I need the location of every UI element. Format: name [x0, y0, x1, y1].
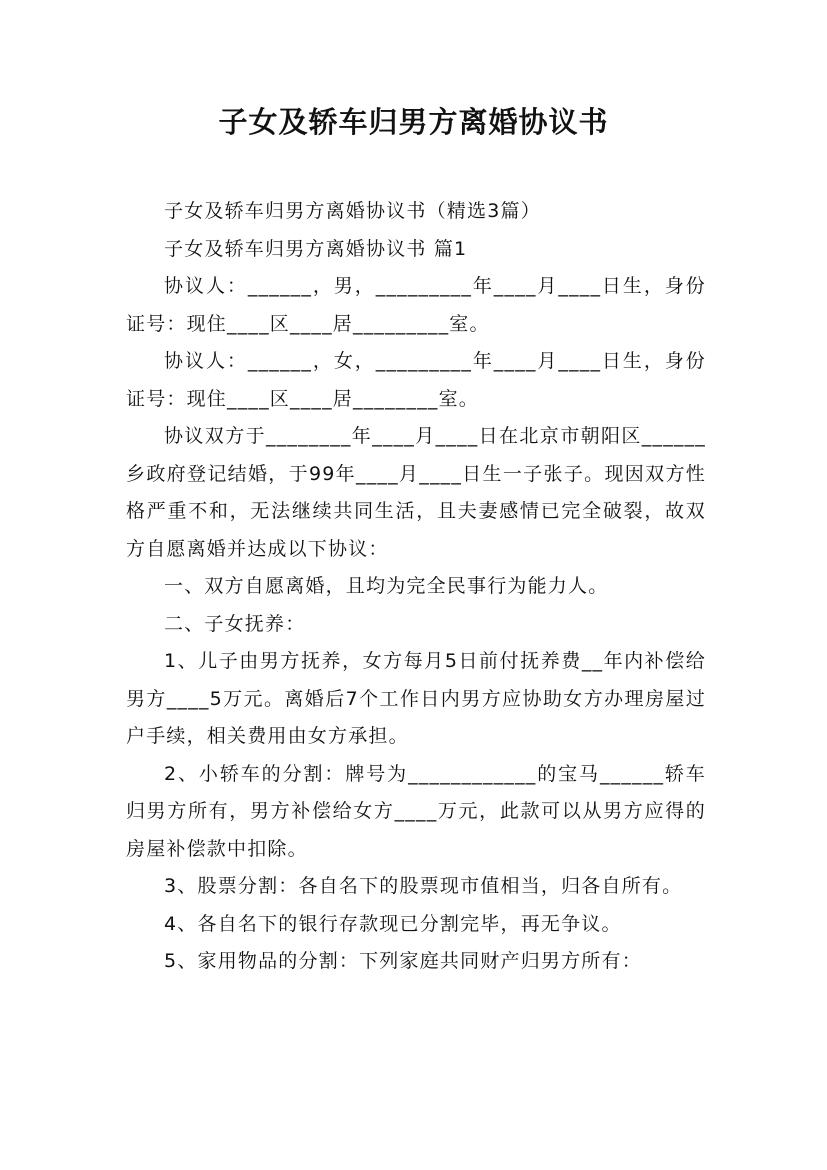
clause-household-items: 5、家用物品的分割：下列家庭共同财产归男方所有：	[164, 950, 642, 972]
clause-one: 一、双方自愿离婚，且均为完全民事行为能力人。	[164, 575, 609, 597]
clause-bank-deposits: 4、各自名下的银行存款现已分割完毕，再无争议。	[164, 912, 622, 935]
clause-child-support: 1、儿子由男方抚养，女方每月5日前付抚养费__年内补偿给男方____5万元。离婚后7个工作日内男方应协助女方办理房屋过户手续，相关费用由女方承担。	[126, 650, 706, 747]
background-paragraph: 协议双方于________年____月____日在北京市朝阳区______乡政府登记结婚，于99年____月____日生一子张子。现因双方性格严重不和，无法继续共同生活，且夫妻感情已完全破裂，故双方自愿离婚并达成以下协议：	[126, 425, 706, 560]
party-male-paragraph: 协议人：______，男，_________年____月____日生，身份证号：现住____区____居_________室。	[126, 275, 706, 335]
document-body	[126, 193, 706, 981]
section-heading: 子女及轿车归男方离婚协议书 篇1	[164, 237, 468, 260]
document-title: 子女及轿车归男方离婚协议书	[218, 105, 609, 139]
clause-stock-division: 3、股票分割：各自名下的股票现市值相当，归各自所有。	[164, 875, 683, 897]
subtitle-paragraph: 子女及轿车归男方离婚协议书（精选3篇）	[164, 200, 541, 222]
party-female-paragraph: 协议人：______，女，_________年____月____日生，身份证号：现住____区____居________室。	[126, 350, 706, 410]
clause-two-heading: 二、子女抚养：	[164, 612, 306, 635]
clause-car-division: 2、小轿车的分割：牌号为____________的宝马______轿车归男方所有，男方补偿给女方____万元，此款可以从男方应得的房屋补偿款中扣除。	[126, 762, 706, 860]
